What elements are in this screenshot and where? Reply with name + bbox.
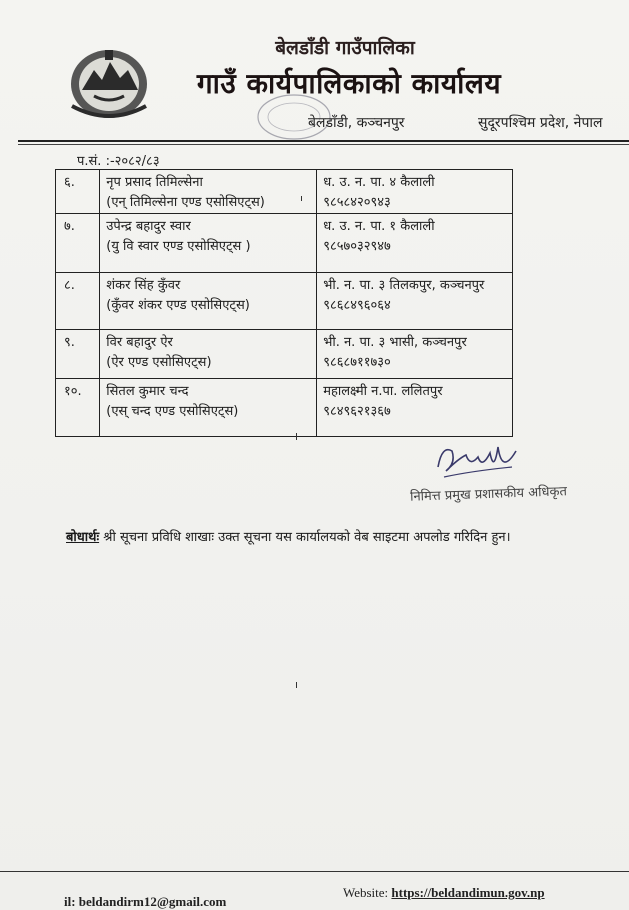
address: ध. उ. न. पा. ४ कैलाली xyxy=(323,175,435,190)
header-divider-thin xyxy=(18,144,629,145)
address: ध. उ. न. पा. १ कैलाली xyxy=(323,219,435,234)
person-name: उपेन्द्र बहादुर स्वार xyxy=(106,219,191,234)
address-cell xyxy=(317,273,513,330)
phone-number: ९८६८७११७३० xyxy=(323,355,391,370)
name-cell xyxy=(100,170,317,214)
person-name: नृप प्रसाद तिमिल्सेना xyxy=(106,175,203,190)
phone-number: ९८५७०३२९४७ xyxy=(323,239,391,254)
firm-name: (यु वि स्वार एण्ड एसोसिएट्स ) xyxy=(106,239,251,254)
serial-number: ७. xyxy=(56,214,100,273)
name-cell xyxy=(100,379,317,437)
auditor-table xyxy=(55,169,513,437)
firm-name: (एन् तिमिल्सेना एण्ड एसोसिएट्स) xyxy=(106,195,265,210)
address: भी. न. पा. ३ तिलकपुर, कञ्चनपुर xyxy=(323,278,485,293)
website-link[interactable]: https://beldandimun.gov.np xyxy=(391,885,545,900)
scan-mark xyxy=(296,682,297,688)
firm-name: (ऐर एण्ड एसोसिएट्स) xyxy=(106,355,212,370)
address: भी. न. पा. ३ भासी, कञ्चनपुर xyxy=(323,335,467,350)
header-divider xyxy=(18,140,629,142)
cc-text: श्री सूचना प्रविधि शाखाः उक्त सूचना यस कार्यालयको वेब साइटमा अपलोड गरिदिन हुन। xyxy=(103,530,511,545)
address-cell xyxy=(317,379,513,437)
firm-name: (एस् चन्द एण्ड एसोसिएट्स) xyxy=(106,404,239,419)
footer-divider xyxy=(0,871,629,872)
address-cell xyxy=(317,214,513,273)
footer-website xyxy=(343,885,545,901)
table-row xyxy=(56,170,513,214)
footer-email: il: beldandirm12@gmail.com xyxy=(64,894,227,909)
scan-mark xyxy=(301,196,302,201)
person-name: शंकर सिंह कुँवर xyxy=(106,278,181,293)
name-cell xyxy=(100,214,317,273)
scan-mark xyxy=(296,433,297,440)
table-row xyxy=(56,379,513,437)
phone-number: ९८५८४२०९४३ xyxy=(323,195,391,210)
address: महालक्ष्मी न.पा. ललितपुर xyxy=(323,384,443,399)
person-name: सितल कुमार चन्द xyxy=(106,384,189,399)
phone-number: ९८४९६२१३६७ xyxy=(323,404,391,419)
address-cell xyxy=(317,330,513,379)
signatory-title: निमित्त प्रमुख प्रशासकीय अधिकृत xyxy=(409,484,568,505)
name-cell xyxy=(100,330,317,379)
nepal-emblem-icon xyxy=(64,44,154,122)
cc-label: बोधार्थः xyxy=(66,530,100,545)
serial-number: ८. xyxy=(56,273,100,330)
office-name: बेलडाँडी गाउँपालिका xyxy=(275,37,415,59)
serial-number: ६. xyxy=(56,170,100,214)
signature-mark xyxy=(432,437,522,487)
page-title: गाउँ कार्यपालिकाको कार्यालय xyxy=(196,67,502,100)
person-name: विर बहादुर ऐर xyxy=(106,335,173,350)
serial-number: ९. xyxy=(56,330,100,379)
table-row xyxy=(56,330,513,379)
serial-number: १०. xyxy=(56,379,100,437)
reference-number: प.सं. :-२०८२/८३ xyxy=(77,154,160,169)
table-row xyxy=(56,214,513,273)
table-row xyxy=(56,273,513,330)
name-cell xyxy=(100,273,317,330)
cc-note xyxy=(66,527,511,545)
address-cell xyxy=(317,170,513,214)
province-name: सुदूरपश्चिम प्रदेश, नेपाल xyxy=(478,115,603,131)
website-label: Website: xyxy=(343,885,389,900)
phone-number: ९८६८४९६०६४ xyxy=(323,298,391,313)
office-address: बेलडाँडी, कञ्चनपुर xyxy=(308,115,405,131)
firm-name: (कुँवर शंकर एण्ड एसोसिएट्स) xyxy=(106,298,250,313)
